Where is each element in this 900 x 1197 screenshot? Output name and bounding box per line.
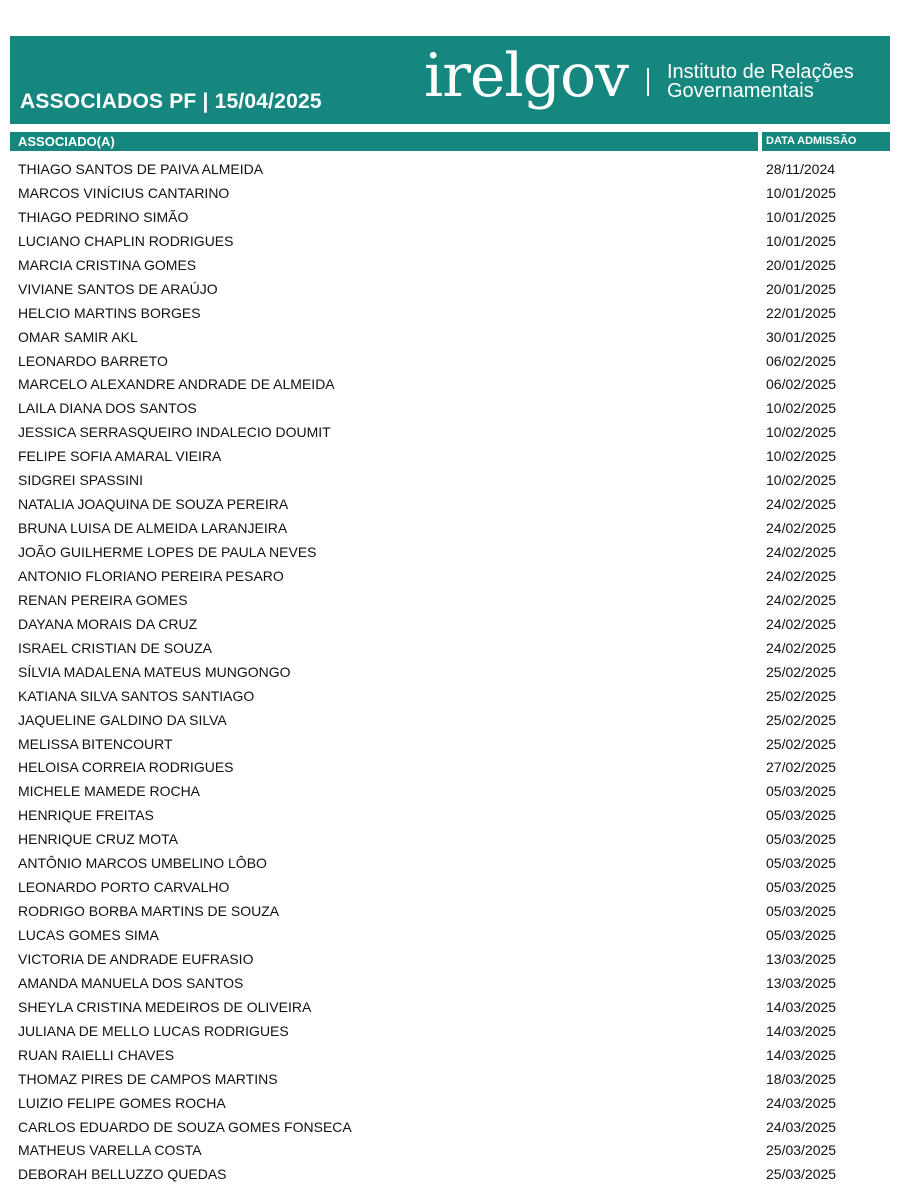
admission-date: 24/02/2025 <box>766 496 837 513</box>
admission-date: 25/03/2025 <box>766 1142 837 1159</box>
admission-date: 13/03/2025 <box>766 974 837 991</box>
member-name: LAILA DIANA DOS SANTOS <box>18 400 197 417</box>
admission-date: 10/02/2025 <box>766 472 837 489</box>
table-header <box>10 132 890 151</box>
table-row <box>10 253 890 277</box>
table-row <box>10 492 890 516</box>
admission-date: 14/03/2025 <box>766 1046 837 1063</box>
member-name: MARCIA CRISTINA GOMES <box>18 256 197 273</box>
member-name: THIAGO SANTOS DE PAIVA ALMEIDA <box>18 161 264 177</box>
table-row <box>10 1019 890 1043</box>
member-name: MATHEUS VARELLA COSTA <box>18 1142 202 1159</box>
member-name: JAQUELINE GALDINO DA SILVA <box>18 711 227 728</box>
admission-date: 10/01/2025 <box>766 184 837 201</box>
table-row <box>10 875 890 899</box>
header-banner <box>10 36 890 124</box>
table-row <box>10 420 890 444</box>
table-row <box>10 947 890 971</box>
table-row <box>10 468 890 492</box>
table-row <box>10 229 890 253</box>
member-name: KATIANA SILVA SANTOS SANTIAGO <box>18 687 255 704</box>
admission-date: 28/11/2024 <box>766 161 836 177</box>
member-name: OMAR SAMIR AKL <box>18 328 138 345</box>
table-row <box>10 540 890 564</box>
member-name: JESSICA SERRASQUEIRO INDALECIO DOUMIT <box>18 424 331 441</box>
admission-date: 30/01/2025 <box>766 328 837 345</box>
table-row <box>10 923 890 947</box>
table-row <box>10 851 890 875</box>
table-row <box>10 396 890 420</box>
member-name: MARCOS VINÍCIUS CANTARINO <box>18 184 230 201</box>
column-header-associado: ASSOCIADO(A) <box>10 132 758 151</box>
member-name: CARLOS EDUARDO DE SOUZA GOMES FONSECA <box>18 1118 352 1135</box>
member-name: NATALIA JOAQUINA DE SOUZA PEREIRA <box>18 496 289 513</box>
table-row <box>10 684 890 708</box>
table-row <box>10 1067 890 1091</box>
member-name: HENRIQUE FREITAS <box>18 807 154 824</box>
admission-date: 05/03/2025 <box>766 783 837 800</box>
member-name: RODRIGO BORBA MARTINS DE SOUZA <box>18 903 280 920</box>
admission-date: 10/01/2025 <box>766 232 837 249</box>
admission-date: 05/03/2025 <box>766 855 837 872</box>
table-row <box>10 325 890 349</box>
table-row <box>10 1115 890 1139</box>
table-row <box>10 301 890 325</box>
admission-date: 22/01/2025 <box>766 304 837 321</box>
members-table <box>10 157 890 1186</box>
admission-date: 25/02/2025 <box>766 687 837 704</box>
member-name: DEBORAH BELLUZZO QUEDAS <box>18 1166 227 1183</box>
member-name: BRUNA LUISA DE ALMEIDA LARANJEIRA <box>18 520 288 537</box>
admission-date: 05/03/2025 <box>766 927 837 943</box>
member-name: THOMAZ PIRES DE CAMPOS MARTINS <box>18 1070 278 1087</box>
irelgov-logo: irelgov <box>424 41 628 111</box>
member-name: FELIPE SOFIA AMARAL VIEIRA <box>18 448 222 465</box>
admission-date: 10/01/2025 <box>766 208 837 225</box>
logo-subtitle-line2: Governamentais <box>667 80 814 102</box>
member-name: LUCAS GOMES SIMA <box>18 927 159 943</box>
logo-subtitle <box>667 63 854 101</box>
member-name: SIDGREI SPASSINI <box>18 472 143 489</box>
member-name: SHEYLA CRISTINA MEDEIROS DE OLIVEIRA <box>18 998 312 1015</box>
member-name: VIVIANE SANTOS DE ARAÚJO <box>18 280 218 297</box>
table-row <box>10 181 890 205</box>
member-name: LEONARDO PORTO CARVALHO <box>18 879 230 896</box>
table-row <box>10 612 890 636</box>
member-name: JOÃO GUILHERME LOPES DE PAULA NEVES <box>18 544 317 560</box>
member-name: MELISSA BITENCOURT <box>18 735 173 752</box>
admission-date: 05/03/2025 <box>766 807 837 824</box>
member-name: HELOISA CORREIA RODRIGUES <box>18 759 234 776</box>
table-row <box>10 779 890 803</box>
table-row <box>10 205 890 229</box>
table-row <box>10 157 890 181</box>
member-name: DAYANA MORAIS DA CRUZ <box>18 615 198 632</box>
table-row <box>10 588 890 612</box>
admission-date: 25/03/2025 <box>766 1166 837 1183</box>
admission-date: 18/03/2025 <box>766 1070 837 1087</box>
admission-date: 20/01/2025 <box>766 280 837 297</box>
table-row <box>10 708 890 732</box>
admission-date: 14/03/2025 <box>766 1022 837 1039</box>
member-name: SÍLVIA MADALENA MATEUS MUNGONGO <box>18 663 291 680</box>
admission-date: 05/03/2025 <box>766 831 837 848</box>
member-name: LUCIANO CHAPLIN RODRIGUES <box>18 232 234 249</box>
admission-date: 05/03/2025 <box>766 879 837 896</box>
table-row <box>10 1091 890 1115</box>
member-name: RUAN RAIELLI CHAVES <box>18 1046 175 1063</box>
admission-date: 25/02/2025 <box>766 663 837 680</box>
member-name: HELCIO MARTINS BORGES <box>18 304 201 321</box>
member-name: ANTONIO FLORIANO PEREIRA PESARO <box>18 567 284 584</box>
table-row <box>10 1043 890 1067</box>
admission-date: 06/02/2025 <box>766 376 837 393</box>
admission-date: 13/03/2025 <box>766 950 837 967</box>
table-row <box>10 1162 890 1186</box>
column-header-data-admissao: DATA ADMISSÃO <box>762 132 890 151</box>
admission-date: 24/02/2025 <box>766 591 837 608</box>
admission-date: 24/03/2025 <box>766 1094 837 1111</box>
member-name: HENRIQUE CRUZ MOTA <box>18 831 178 848</box>
admission-date: 10/02/2025 <box>766 448 837 465</box>
table-row <box>10 827 890 851</box>
page-title: ASSOCIADOS PF | 15/04/2025 <box>20 90 322 113</box>
admission-date: 24/02/2025 <box>766 639 837 656</box>
admission-date: 14/03/2025 <box>766 998 837 1015</box>
admission-date: 27/02/2025 <box>766 759 837 776</box>
table-row <box>10 277 890 301</box>
member-name: AMANDA MANUELA DOS SANTOS <box>18 974 244 991</box>
admission-date: 06/02/2025 <box>766 352 837 369</box>
admission-date: 10/02/2025 <box>766 400 837 417</box>
member-name: JULIANA DE MELLO LUCAS RODRIGUES <box>18 1022 289 1039</box>
table-row <box>10 636 890 660</box>
table-row <box>10 803 890 827</box>
admission-date: 25/02/2025 <box>766 711 837 728</box>
table-row <box>10 660 890 684</box>
admission-date: 24/02/2025 <box>766 520 837 537</box>
member-name: MICHELE MAMEDE ROCHA <box>18 783 201 800</box>
table-row <box>10 732 890 756</box>
admission-date: 24/02/2025 <box>766 567 837 584</box>
member-name: LUIZIO FELIPE GOMES ROCHA <box>18 1094 226 1111</box>
table-row <box>10 444 890 468</box>
table-row <box>10 372 890 396</box>
logo-divider <box>647 68 649 96</box>
member-name: MARCELO ALEXANDRE ANDRADE DE ALMEIDA <box>18 376 335 393</box>
table-row <box>10 755 890 779</box>
table-row <box>10 349 890 373</box>
member-name: ISRAEL CRISTIAN DE SOUZA <box>18 639 212 656</box>
table-row <box>10 995 890 1019</box>
admission-date: 24/03/2025 <box>766 1118 837 1135</box>
member-name: RENAN PEREIRA GOMES <box>18 591 188 608</box>
member-name: ANTÔNIO MARCOS UMBELINO LÔBO <box>18 855 267 872</box>
admission-date: 10/02/2025 <box>766 424 837 441</box>
table-row <box>10 564 890 588</box>
admission-date: 05/03/2025 <box>766 903 837 920</box>
table-row <box>10 971 890 995</box>
member-name: VICTORIA DE ANDRADE EUFRASIO <box>18 950 254 967</box>
table-row <box>10 1138 890 1162</box>
admission-date: 24/02/2025 <box>766 544 837 560</box>
admission-date: 25/02/2025 <box>766 735 837 752</box>
logo-subtitle-line1: Instituto de Relações <box>667 61 854 83</box>
table-row <box>10 516 890 540</box>
member-name: THIAGO PEDRINO SIMÃO <box>18 208 189 225</box>
admission-date: 24/02/2025 <box>766 615 837 632</box>
table-row <box>10 899 890 923</box>
member-name: LEONARDO BARRETO <box>18 352 168 369</box>
admission-date: 20/01/2025 <box>766 256 837 273</box>
